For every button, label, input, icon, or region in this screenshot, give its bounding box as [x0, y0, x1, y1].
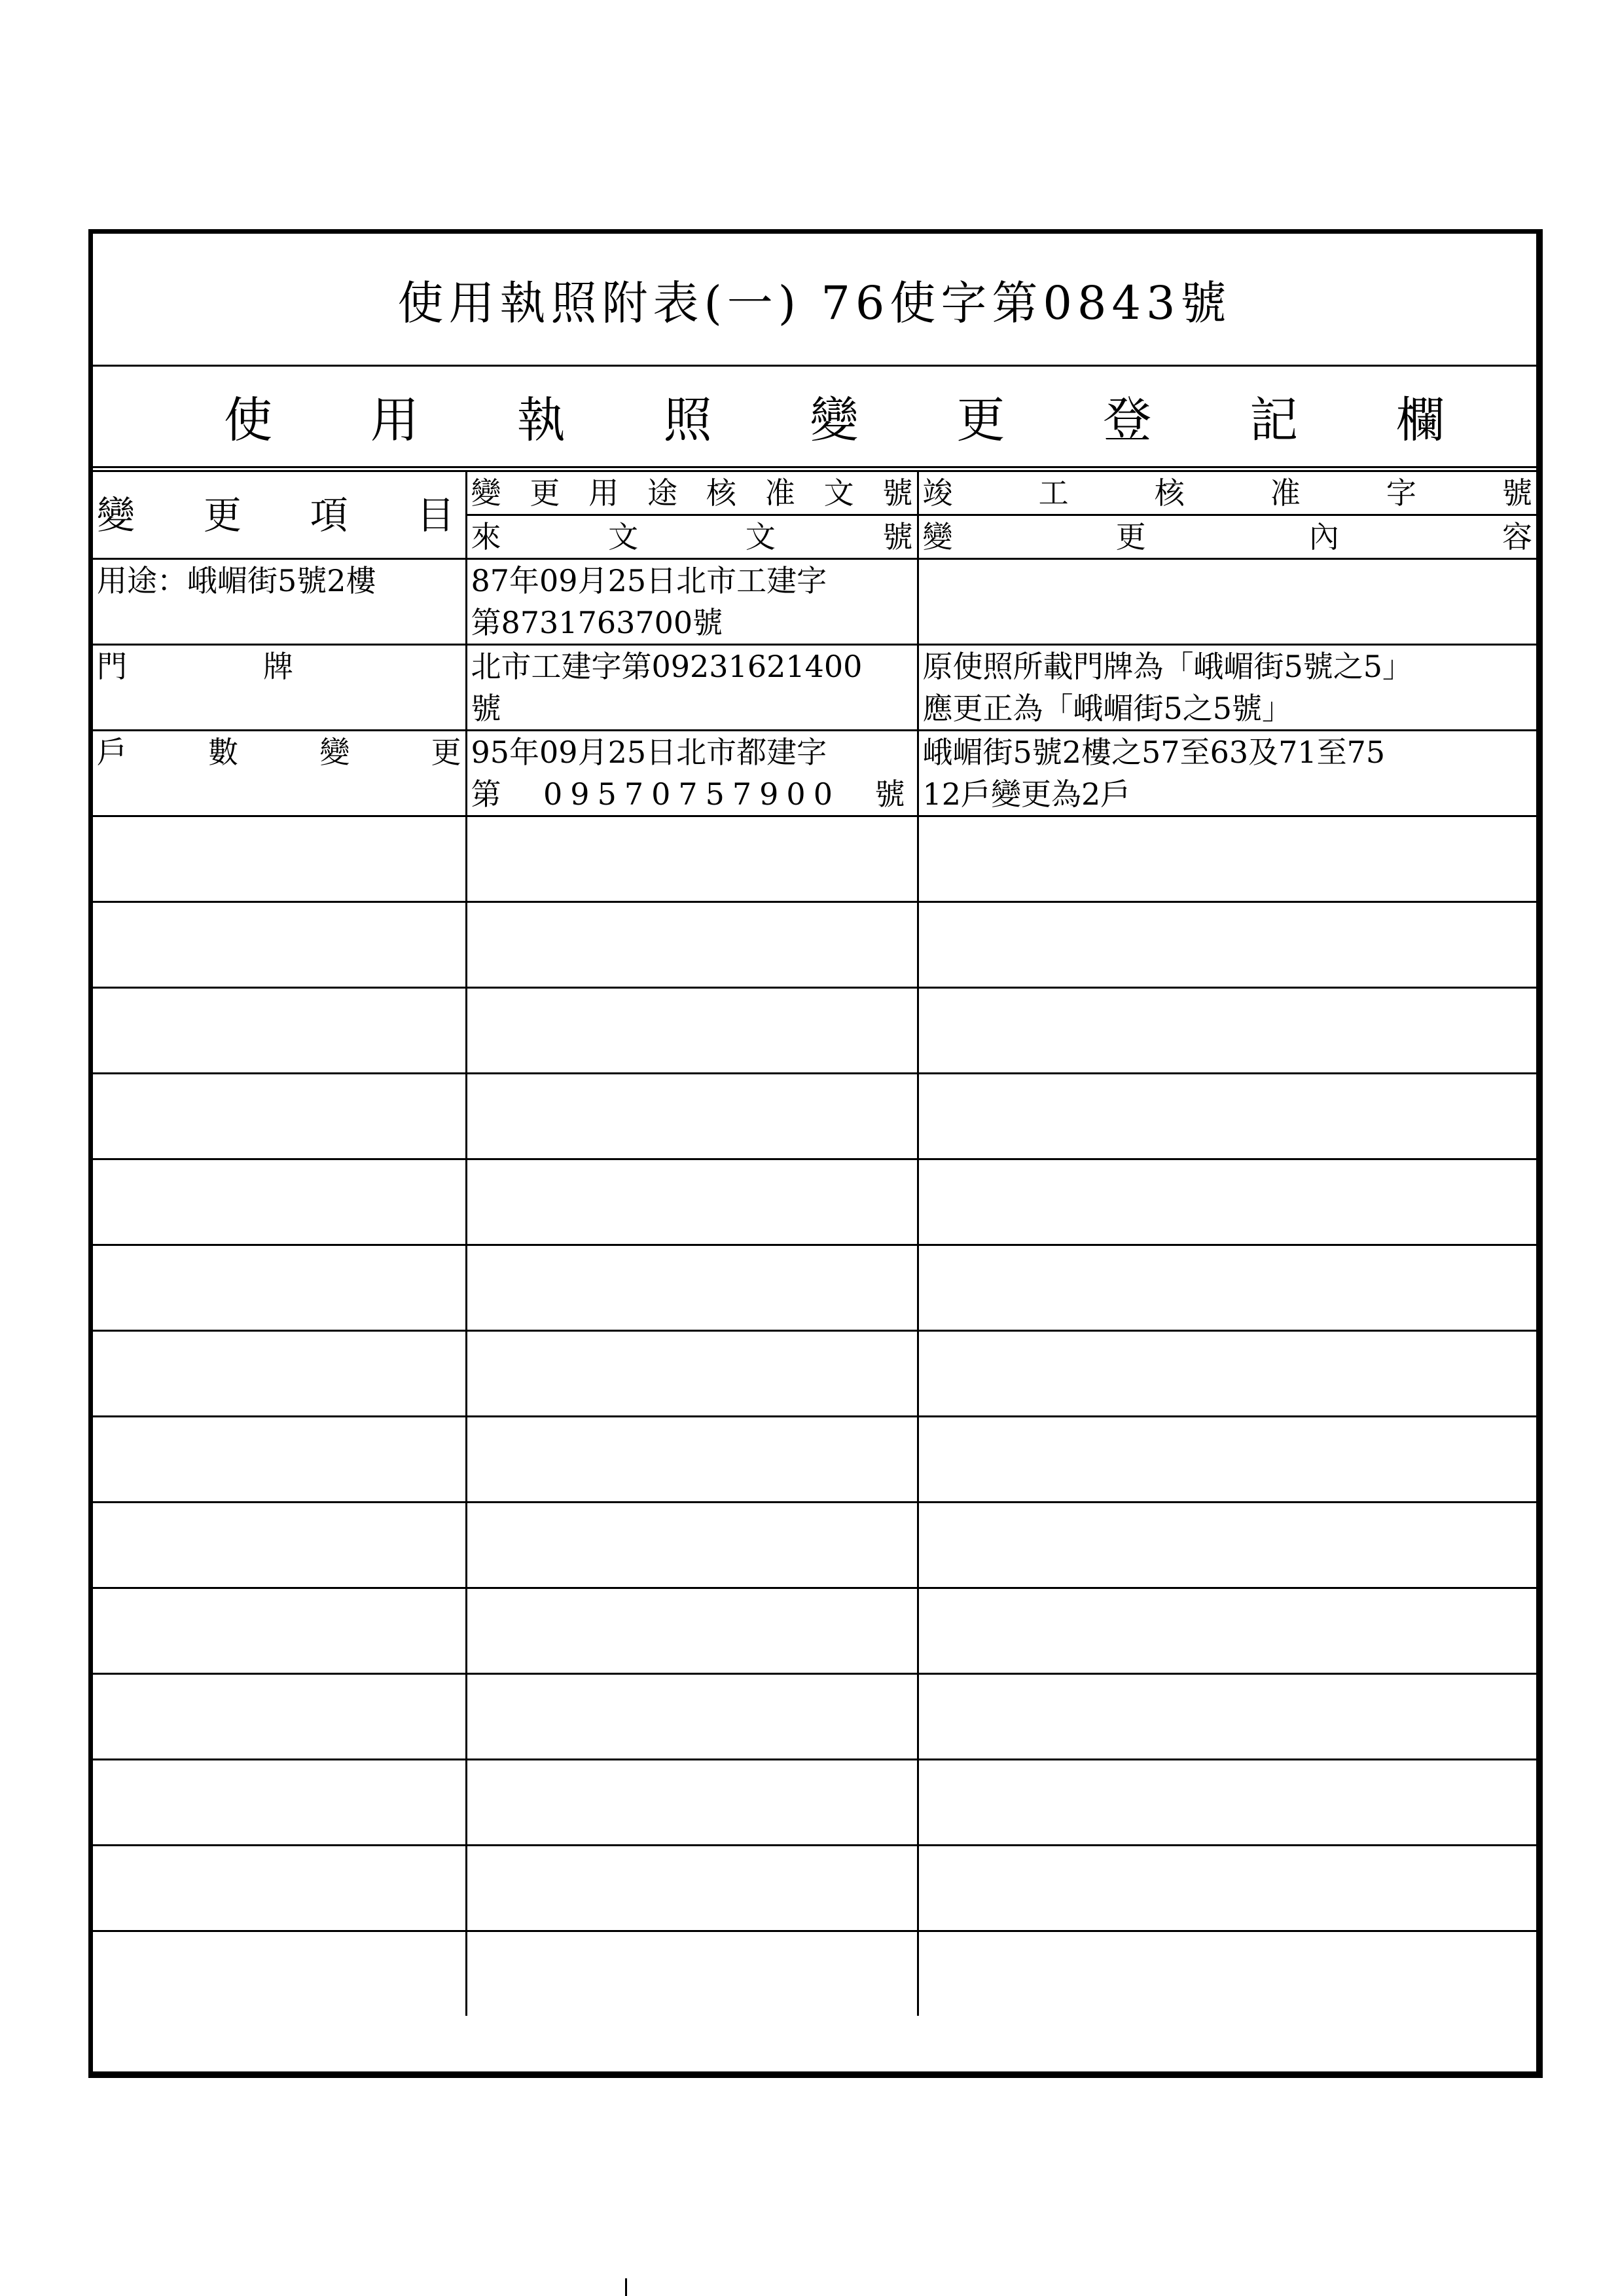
table-row-empty [93, 1245, 1536, 1331]
table-row-empty [93, 1503, 1536, 1588]
table-row-empty [93, 988, 1536, 1074]
section-title: 使 用 執 照 變 更 登 記 欄 [93, 367, 1536, 468]
table-row [93, 731, 1536, 816]
table-row-empty [93, 1074, 1536, 1159]
scan-mark [625, 2278, 627, 2296]
table-row-empty [93, 1417, 1536, 1503]
table-row [93, 559, 1536, 645]
header-approval-doc-number: 變 更 用 途 核 准 文 號 [466, 471, 918, 515]
table-row-empty [93, 816, 1536, 902]
change-content-cell: 原使照所載門牌為「峨嵋街5號之5」 應更正為「峨嵋街5之5號」 [918, 645, 1536, 731]
table-row-empty [93, 1159, 1536, 1245]
change-registration-form [88, 229, 1543, 2078]
table-row-empty [93, 1760, 1536, 1846]
table-row-empty [93, 1674, 1536, 1760]
table-row-empty [93, 1331, 1536, 1417]
header-change-item: 變 更 項 目 [93, 471, 466, 559]
table-row-empty [93, 1588, 1536, 1674]
header-change-content: 變 更 內 容 [918, 515, 1536, 559]
table-row-empty [93, 1931, 1536, 2016]
form-title: 使用執照附表(一) 76使字第0843號 [93, 234, 1536, 367]
table-row-empty [93, 1846, 1536, 1931]
change-item-cell: 門 牌 [93, 645, 466, 731]
table-header-row-1 [93, 471, 1536, 515]
approval-doc-cell: 87年09月25日北市工建字 第8731763700號 [466, 559, 918, 645]
change-content-cell: 峨嵋街5號2樓之57至63及71至75 12戶變更為2戶 [918, 731, 1536, 816]
table-row [93, 645, 1536, 731]
header-incoming-doc-number: 來 文 文 號 [466, 515, 918, 559]
change-item-cell: 戶 數 變 更 [93, 731, 466, 816]
change-content-cell [918, 559, 1536, 645]
table-row-empty [93, 902, 1536, 988]
change-item-cell: 用途：峨嵋街5號2樓 [93, 559, 466, 645]
approval-doc-cell: 北市工建字第09231621400 號 [466, 645, 918, 731]
header-completion-approval-number: 竣 工 核 准 字 號 [918, 471, 1536, 515]
change-records-table [93, 470, 1536, 2016]
approval-doc-cell: 95年09月25日北市都建字 第 09570757900 號 [466, 731, 918, 816]
